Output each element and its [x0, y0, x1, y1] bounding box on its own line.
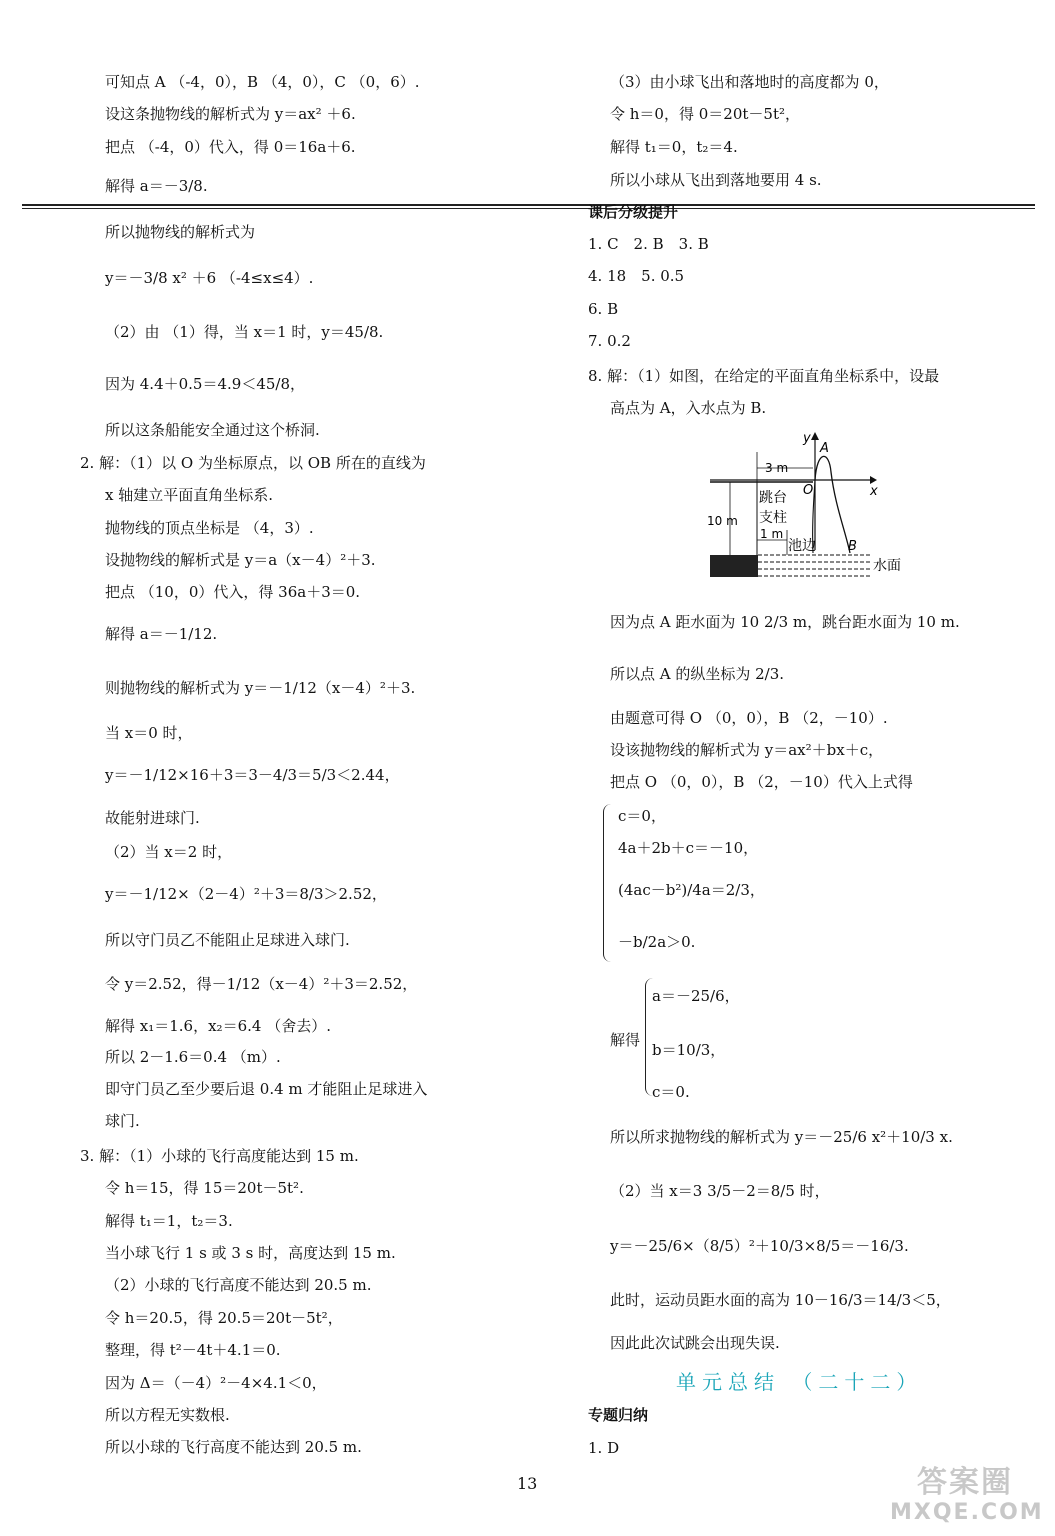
equation-line: c＝0， [618, 807, 666, 825]
x-axis-arrow-icon [870, 476, 877, 484]
point-o-label: O [803, 483, 814, 498]
x-axis-label: x [870, 484, 878, 499]
pillar-label: 支柱 [759, 510, 787, 526]
text-line: x 轴建立平面直角坐标系. [105, 486, 273, 504]
question-3-start: 3. 解：（1）小球的飞行高度能达到 15 m. [80, 1147, 359, 1165]
equation-line: (4ac－b²)/4a＝2/3， [618, 881, 765, 899]
text-line: 所以这条船能安全通过这个桥洞. [105, 421, 320, 439]
text-line: 由题意可得 O （0，0），B （2，－10）. [610, 709, 888, 727]
text-line: 令 h＝15，得 15＝20t－5t². [105, 1179, 304, 1197]
text-line: 即守门员乙至少要后退 0.4 m 才能阻止足球进入 [105, 1080, 428, 1098]
watermark-url: MXQE.COM [890, 1500, 1044, 1525]
parabola-curve [815, 456, 850, 553]
text-line: 解得 t₁＝1，t₂＝3. [105, 1212, 233, 1230]
text-line: 可知点 A （-4，0），B （4，0），C （0，6）. [105, 73, 420, 91]
platform-label: 跳台 [759, 490, 787, 506]
pool-wall [710, 555, 758, 577]
watermark-text: 答案圈 [917, 1465, 1013, 1500]
text-line: 因为点 A 距水面为 10 2/3 m，跳台距水面为 10 m. [610, 613, 960, 631]
text-line: 设抛物线的解析式是 y＝a（x－4）²＋3. [105, 551, 376, 569]
text-line: 当小球飞行 1 s 或 3 s 时，高度达到 15 m. [105, 1244, 396, 1262]
y-axis-label: y [803, 431, 811, 446]
text-line: （3）由小球飞出和落地时的高度都为 0， [610, 73, 889, 91]
formula-line: 令 y＝2.52，得－1/12（x－4）²＋3＝2.52， [105, 975, 418, 993]
text-line: （2）当 x＝2 时， [105, 843, 233, 861]
question-8-start: 8. 解：（1）如图，在给定的平面直角坐标系中，设最 [588, 367, 940, 385]
formula-line: 所以所求抛物线的解析式为 y＝－25/6 x²＋10/3 x. [610, 1128, 953, 1146]
diving-diagram [705, 430, 915, 582]
text-line: 因此此次试跳会出现失误. [610, 1334, 780, 1352]
formula-line: y＝－1/12×（2－4）²＋3＝8/3＞2.52， [105, 885, 387, 903]
point-b-label: B [848, 539, 857, 554]
point-a-label: A [820, 441, 829, 456]
formula-line: 此时，运动员距水面的高为 10－16/3＝14/3＜5， [610, 1291, 951, 1309]
answer-line: 6. B [588, 300, 619, 318]
text-line: 高点为 A，入水点为 B. [610, 399, 767, 417]
text-line: 故能射进球门. [105, 809, 200, 827]
text-line: 所以方程无实数根. [105, 1406, 230, 1424]
pool-label: 池边 [788, 538, 816, 554]
equation-line: b＝10/3， [652, 1041, 726, 1059]
text-line: （2）当 x＝3 3/5－2＝8/5 时， [610, 1182, 830, 1200]
formula-line: y＝－1/12×16＋3＝3－4/3＝5/3＜2.44， [105, 766, 400, 784]
ten-m-label: 10 m [707, 514, 738, 528]
equation-line: a＝－25/6， [652, 987, 740, 1005]
watermark-logo [890, 1465, 1044, 1528]
text-line: 解得 a＝－3/8. [105, 177, 208, 195]
text-line: 抛物线的顶点坐标是 （4，3）. [105, 519, 314, 537]
page-number: 13 [517, 1474, 538, 1493]
text-line: 整理，得 t²－4t＋4.1＝0. [105, 1341, 281, 1359]
unit-summary-title: 单元总结 （二十二） [676, 1370, 923, 1394]
text-line: 把点 （10，0）代入，得 36a＋3＝0. [105, 583, 361, 601]
text-line: 设这条抛物线的解析式为 y＝ax² ＋6. [105, 105, 356, 123]
answer-line: 1. C 2. B 3. B [588, 235, 709, 253]
text-line: 所以守门员乙不能阻止足球进入球门. [105, 931, 350, 949]
text-line: 解得 t₁＝0，t₂＝4. [610, 138, 738, 156]
formula-line: y＝－3/8 x² ＋6 （-4≤x≤4）. [105, 269, 314, 287]
answer-line: 1. D [588, 1439, 620, 1457]
text-line: 令 h＝20.5，得 20.5＝20t－5t²， [105, 1309, 343, 1327]
text-line: 解得 a＝－1/12. [105, 625, 218, 643]
section-heading: 课后分级提升 [588, 203, 679, 221]
text-line: 设该抛物线的解析式为 y＝ax²＋bx＋c， [610, 741, 884, 759]
text-line: 所以点 A 的纵坐标为 2/3. [610, 665, 785, 683]
system-brace [603, 804, 614, 962]
text-line: 把点 （-4，0）代入，得 0＝16a＋6. [105, 138, 356, 156]
text-line: 所以小球的飞行高度不能达到 20.5 m. [105, 1438, 362, 1456]
answer-line: 7. 0.2 [588, 332, 631, 350]
one-m-label: 1 m [760, 527, 784, 541]
water-label: 水面 [873, 558, 901, 574]
text-line: 把点 O （0，0），B （2，－10）代入上式得 [610, 773, 913, 791]
header-rule-thin [22, 208, 1035, 209]
text-line: 所以小球从飞出到落地要用 4 s. [610, 171, 822, 189]
answer-line: 4. 18 5. 0.5 [588, 267, 685, 285]
text-line: 令 h＝0，得 0＝20t－5t²， [610, 105, 800, 123]
text-line: 因为 Δ＝（－4）²－4×4.1＜0， [105, 1374, 327, 1392]
question-2-start: 2. 解：（1）以 O 为坐标原点，以 OB 所在的直线为 [80, 454, 426, 472]
text-line: 解得 [610, 1031, 641, 1049]
equation-line: c＝0. [652, 1083, 690, 1101]
text-line: 解得 x₁＝1.6，x₂＝6.4 （舍去）. [105, 1017, 331, 1035]
text-line: 因为 4.4＋0.5＝4.9＜45/8， [105, 375, 306, 393]
text-line: 所以 2－1.6＝0.4 （m）. [105, 1048, 281, 1066]
header-rule-thick [22, 204, 1035, 206]
formula-line: y＝－25/6×（8/5）²＋10/3×8/5＝－16/3. [610, 1237, 909, 1255]
text-line: 所以抛物线的解析式为 [105, 223, 256, 241]
equation-line: －b/2a＞0. [618, 933, 696, 951]
text-line: （2）小球的飞行高度不能达到 20.5 m. [105, 1276, 372, 1294]
equation-line: 4a＋2b＋c＝－10， [618, 839, 759, 857]
text-line: 球门. [105, 1112, 140, 1130]
formula-line: 则抛物线的解析式为 y＝－1/12（x－4）²＋3. [105, 679, 416, 697]
y-axis-arrow-icon [811, 432, 819, 440]
section-heading: 专题归纳 [588, 1406, 649, 1424]
text-line: 当 x＝0 时， [105, 724, 193, 742]
text-line: （2）由 （1）得，当 x＝1 时，y＝45/8. [105, 323, 384, 341]
three-m-label: 3 m [765, 461, 789, 475]
